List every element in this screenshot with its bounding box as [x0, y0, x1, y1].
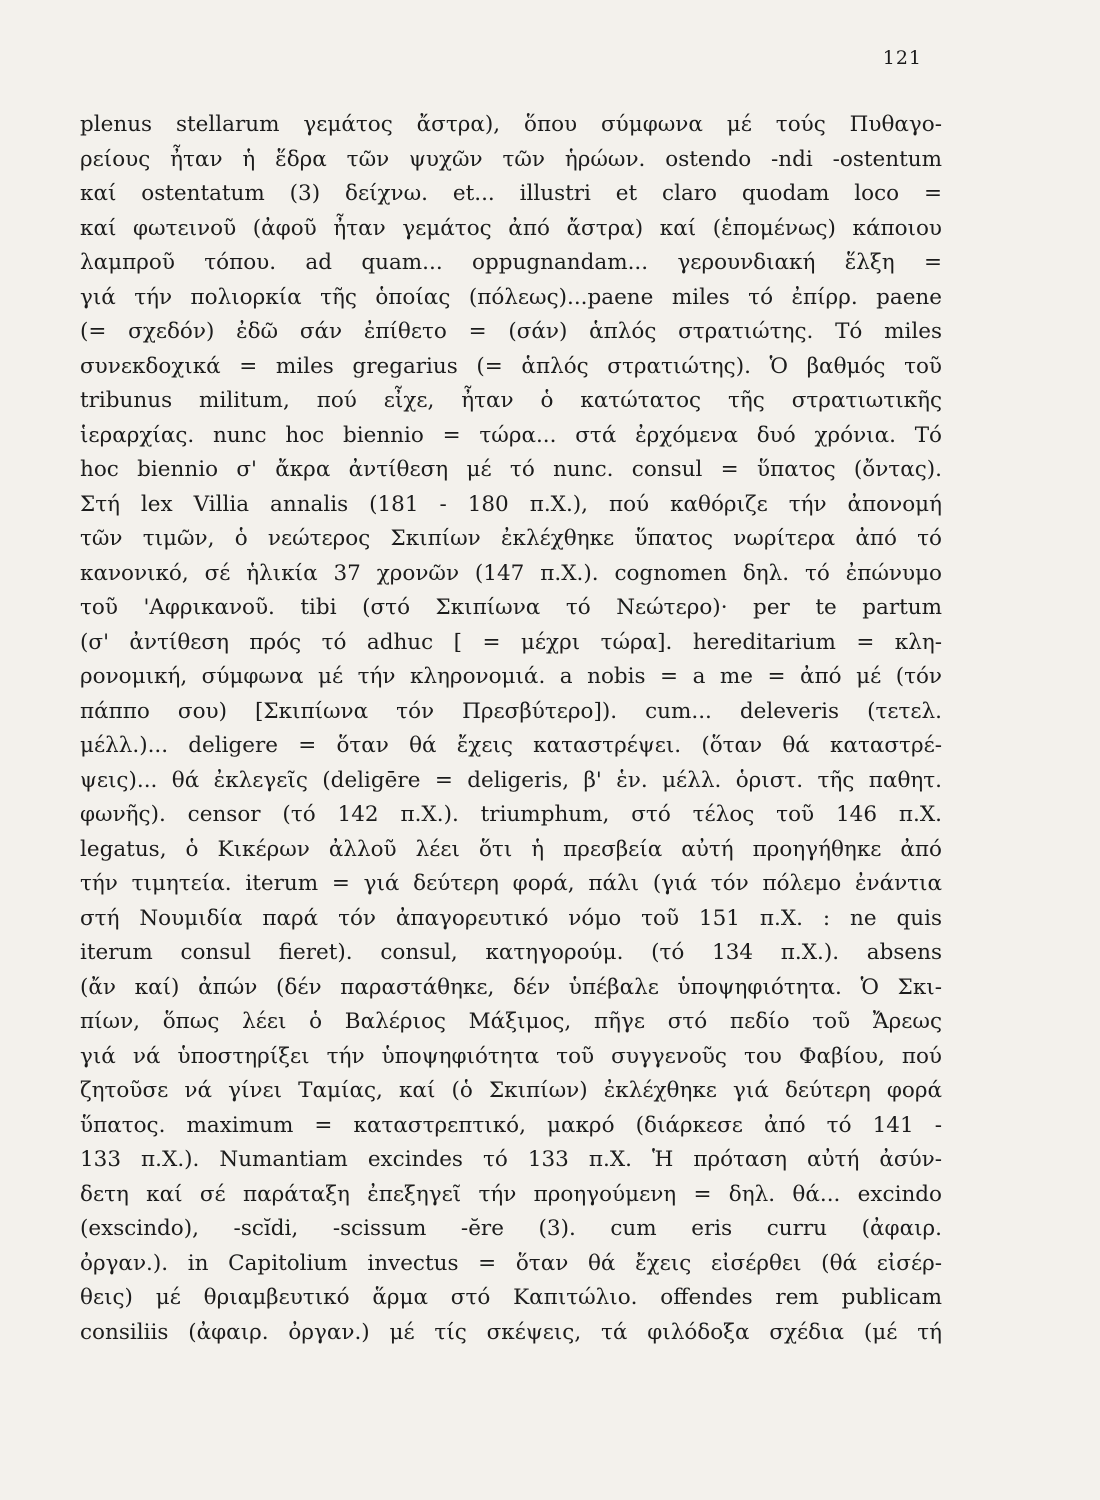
- text-line: ἱεραρχίας. nunc hoc biennio = τώρα... στά ἐρχόμενα δυό χρόνια. Τό: [80, 422, 942, 448]
- text-line: κανονικό, σέ ἡλικία 37 χρονῶν (147 π.Χ.). cognomen δηλ. τό ἐπώνυμο: [80, 560, 942, 586]
- text-line: ὕπατος. maximum = καταστρεπτικό, μακρό (διάρκεσε ἀπό τό 141 -: [80, 1112, 942, 1138]
- text-line: legatus, ὁ Κικέρων ἀλλοῦ λέει ὅτι ἡ πρεσβεία αὐτή προηγήθηκε ἀπό: [80, 836, 942, 862]
- text-line: πίων, ὅπως λέει ὁ Βαλέριος Μάξιμος, πῆγε στό πεδίο τοῦ Ἄρεως: [80, 1009, 942, 1034]
- text-line: μέλλ.)... deligere = ὅταν θά ἔχεις καταστρέψει. (ὅταν θά καταστρέ-: [80, 733, 942, 758]
- text-line: γιά νά ὑποστηρίξει τήν ὑποψηφιότητα τοῦ συγγενοῦς του Φαβίου, πού: [80, 1043, 942, 1069]
- text-line: συνεκδοχικά = miles gregarius (= ἁπλός στρατιώτης). Ὁ βαθμός τοῦ: [80, 353, 942, 379]
- text-line: consiliis (ἀφαιρ. ὀργαν.) μέ τίς σκέψεις, τά φιλόδοξα σχέδια (μέ τή: [80, 1319, 942, 1345]
- text-line: (= σχεδόν) ἐδῶ σάν ἐπίθετο = (σάν) ἁπλός στρατιώτης. Τό miles: [80, 319, 942, 344]
- text-line: γιά τήν πολιορκία τῆς ὁποίας (πόλεως)...paene miles τό ἐπίρρ. paene: [80, 284, 942, 310]
- text-line: τοῦ 'Αφρικανοῦ. tibi (στό Σκιπίωνα τό Νεώτερο)· per te partum: [80, 595, 942, 620]
- text-line: ψεις)... θά ἐκλεγεῖς (deligēre = deligeris, β' ἑν. μέλλ. ὁριστ. τῆς παθητ.: [80, 767, 942, 793]
- text-line: Στή lex Villia annalis (181 - 180 π.Χ.), πού καθόριζε τήν ἀπονομή: [80, 491, 942, 517]
- text-line: πάππο σου) [Σκιπίωνα τόν Πρεσβύτερο]). cum... deleveris (τετελ.: [80, 698, 942, 724]
- text-line: 133 π.Χ.). Numantiam excindes τό 133 π.Χ. Ἡ πρόταση αὐτή ἀσύν-: [80, 1147, 942, 1172]
- text-line: καί φωτεινοῦ (ἀφοῦ ἦταν γεμάτος ἀπό ἄστρα) καί (ἑπομένως) κάποιου: [80, 215, 942, 241]
- text-line: λαμπροῦ τόπου. ad quam... oppugnandam... γερουνδιακή ἕλξη =: [80, 250, 942, 275]
- text-line: στή Νουμιδία παρά τόν ἀπαγορευτικό νόμο τοῦ 151 π.Χ. : ne quis: [80, 905, 942, 931]
- text-line: τῶν τιμῶν, ὁ νεώτερος Σκιπίων ἐκλέχθηκε ὕπατος νωρίτερα ἀπό τό: [80, 526, 942, 551]
- text-line: τήν τιμητεία. iterum = γιά δεύτερη φορά, πάλι (γιά τόν πόλεμο ἐνάντια: [80, 871, 942, 896]
- body-text: [80, 108, 942, 1350]
- page-number: 121: [882, 47, 922, 69]
- text-line: tribunus militum, πού εἶχε, ἦταν ὁ κατώτατος τῆς στρατιωτικῆς: [80, 388, 942, 413]
- text-line: φωνῆς). censor (τό 142 π.Χ.). triumphum, στό τέλος τοῦ 146 π.Χ.: [80, 802, 942, 827]
- text-line: hoc biennio σ' ἄκρα ἀντίθεση μέ τό nunc. consul = ὕπατος (ὄντας).: [80, 457, 942, 482]
- text-line: ζητοῦσε νά γίνει Ταμίας, καί (ὁ Σκιπίων) ἐκλέχθηκε γιά δεύτερη φορά: [80, 1078, 942, 1103]
- text-line: ὀργαν.). in Capitolium invectus = ὅταν θά ἔχεις εἰσέρθει (θά εἰσέρ-: [80, 1250, 942, 1276]
- text-line: (ἄν καί) ἀπών (δέν παραστάθηκε, δέν ὑπέβαλε ὑποψηφιότητα. Ὁ Σκι-: [80, 974, 942, 1000]
- text-line: iterum consul fieret). consul, κατηγορούμ. (τό 134 π.Χ.). absens: [80, 940, 942, 965]
- text-line: ρείους ἦταν ἡ ἕδρα τῶν ψυχῶν τῶν ἡρώων. ostendo -ndi -ostentum: [80, 146, 942, 172]
- text-line: καί ostentatum (3) δείχνω. et... illustri et claro quodam loco =: [80, 181, 942, 206]
- text-line: δετη καί σέ παράταξη ἐπεξηγεῖ τήν προηγούμενη = δηλ. θά... excindo: [80, 1181, 942, 1207]
- text-line: ρονομική, σύμφωνα μέ τήν κληρονομιά. a nobis = a me = ἀπό μέ (τόν: [80, 664, 942, 689]
- text-line: plenus stellarum γεμάτος ἄστρα), ὅπου σύμφωνα μέ τούς Πυθαγο-: [80, 112, 942, 137]
- text-line: θεις) μέ θριαμβευτικό ἅρμα στό Καπιτώλιο. offendes rem publicam: [80, 1285, 942, 1310]
- text-line: (exscindo), -scĭdi, -scissum -ĕre (3). cum eris curru (ἀφαιρ.: [80, 1216, 942, 1241]
- text-line: (σ' ἀντίθεση πρός τό adhuc [ = μέχρι τώρα]. hereditarium = κλη-: [80, 629, 942, 655]
